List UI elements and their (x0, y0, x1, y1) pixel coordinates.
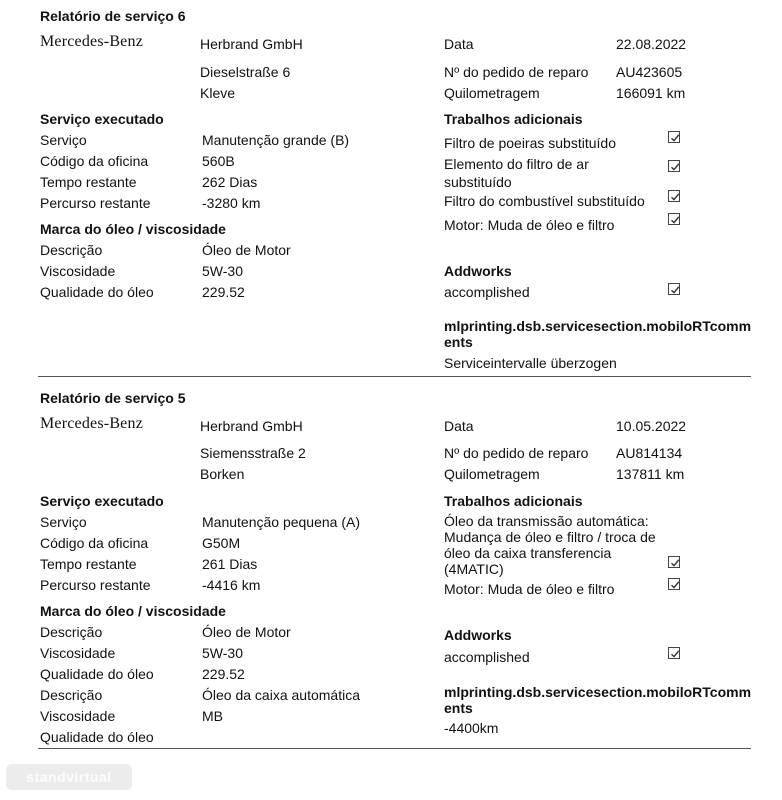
distance-remaining-label: Percurso restante (40, 195, 151, 211)
addworks-checkbox (668, 283, 680, 295)
check-icon (669, 161, 681, 173)
brand-logo-text: Mercedes-Benz (40, 415, 143, 432)
oil-description-value: Óleo da caixa automática (202, 687, 360, 703)
oil-viscosity-label: Viscosidade (40, 708, 116, 724)
addworks-status: accomplished (444, 284, 530, 300)
section-divider (38, 748, 751, 749)
time-remaining-label: Tempo restante (40, 174, 137, 190)
check-icon (669, 648, 681, 660)
oil-description-label: Descrição (40, 242, 103, 258)
repair-order-value: AU814134 (616, 445, 683, 461)
additional-item-checkbox (668, 131, 680, 143)
addworks-heading: Addworks (444, 263, 512, 279)
addworks-heading: Addworks (444, 627, 512, 643)
watermark-logo: standvirtual (6, 764, 132, 790)
oil-viscosity-label: Viscosidade (40, 645, 116, 661)
check-icon (669, 191, 681, 203)
dealer-name: Herbrand GmbH (200, 418, 303, 434)
mileage-label: Quilometragem (444, 85, 540, 101)
comments-text: Serviceintervalle überzogen (444, 355, 617, 371)
additional-work-heading: Trabalhos adicionais (444, 493, 583, 509)
addworks-checkbox (668, 647, 680, 659)
oil-viscosity-value: MB (202, 708, 223, 724)
dealer-street: Dieselstraße 6 (200, 64, 291, 80)
date-label: Data (444, 418, 474, 434)
addworks-status: accomplished (444, 649, 530, 665)
additional-item-label: Filtro de poeiras substituído (444, 135, 616, 151)
repair-order-label: Nº do pedido de reparo (444, 445, 589, 461)
brand-logo-text: Mercedes-Benz (40, 33, 143, 50)
additional-item-label: Elemento do filtro de ar substituído (444, 156, 589, 190)
date-value: 10.05.2022 (616, 418, 687, 434)
service-value: Manutenção pequena (A) (202, 514, 360, 530)
dealer-city: Borken (200, 466, 245, 482)
dealer-city: Kleve (200, 85, 236, 101)
oil-quality-label: Qualidade do óleo (40, 284, 154, 300)
oil-description-value: Óleo de Motor (202, 242, 291, 258)
check-icon (669, 579, 681, 591)
additional-item-checkbox (668, 578, 680, 590)
report-title: Relatório de serviço 5 (40, 390, 186, 406)
oil-viscosity-value: 5W-30 (202, 645, 243, 661)
oil-heading: Marca do óleo / viscosidade (40, 603, 226, 619)
additional-work-heading: Trabalhos adicionais (444, 111, 583, 127)
check-icon (669, 557, 681, 569)
mileage-value: 137811 km (616, 466, 685, 482)
time-remaining-label: Tempo restante (40, 556, 137, 572)
date-label: Data (444, 36, 474, 52)
distance-remaining-value: -3280 km (202, 195, 261, 211)
oil-viscosity-label: Viscosidade (40, 263, 116, 279)
oil-quality-value: 229.52 (202, 284, 245, 300)
workshop-code-value: G50M (202, 535, 241, 551)
additional-item-label: Óleo da transmissão automática: Mudança de óleo e filtro / troca de óleo da caixa transferencia (4MATIC) (444, 513, 656, 577)
section-divider (38, 376, 751, 377)
mileage-label: Quilometragem (444, 466, 540, 482)
additional-item-checkbox (668, 556, 680, 568)
distance-remaining-value: -4416 km (202, 577, 261, 593)
dealer-street: Siemensstraße 2 (200, 445, 306, 461)
additional-item-label: Motor: Muda de óleo e filtro (444, 217, 615, 233)
mileage-value: 166091 km (616, 85, 686, 101)
report-title: Relatório de serviço 6 (40, 8, 186, 24)
service-value: Manutenção grande (B) (202, 132, 350, 148)
date-value: 22.08.2022 (616, 36, 687, 52)
additional-item-checkbox (668, 160, 680, 172)
check-icon (669, 284, 681, 296)
oil-description-label: Descrição (40, 687, 103, 703)
repair-order-value: AU423605 (616, 64, 683, 80)
oil-heading: Marca do óleo / viscosidade (40, 221, 226, 237)
service-heading: Serviço executado (40, 493, 164, 509)
dealer-name: Herbrand GmbH (200, 36, 303, 52)
oil-description-label: Descrição (40, 624, 103, 640)
workshop-code-value: 560B (202, 153, 235, 169)
comments-heading: mlprinting.dsb.servicesection.mobiloRTcomments (444, 318, 752, 350)
time-remaining-value: 261 Dias (202, 556, 258, 572)
check-icon (669, 214, 681, 226)
additional-item-checkbox (668, 190, 680, 202)
service-label: Serviço (40, 514, 87, 530)
oil-quality-label: Qualidade do óleo (40, 666, 154, 682)
oil-description-value: Óleo de Motor (202, 624, 291, 640)
service-label: Serviço (40, 132, 87, 148)
comments-heading: mlprinting.dsb.servicesection.mobiloRTcomments (444, 684, 752, 716)
repair-order-label: Nº do pedido de reparo (444, 64, 589, 80)
additional-item-checkbox (668, 213, 680, 225)
check-icon (669, 132, 681, 144)
additional-item-label: Motor: Muda de óleo e filtro (444, 581, 615, 597)
service-heading: Serviço executado (40, 111, 164, 127)
distance-remaining-label: Percurso restante (40, 577, 151, 593)
workshop-code-label: Código da oficina (40, 535, 149, 551)
workshop-code-label: Código da oficina (40, 153, 149, 169)
oil-viscosity-value: 5W-30 (202, 263, 243, 279)
time-remaining-value: 262 Dias (202, 174, 258, 190)
oil-quality-label: Qualidade do óleo (40, 729, 154, 745)
additional-item-label: Filtro do combustível substituído (444, 193, 645, 209)
comments-text: -4400km (444, 720, 499, 736)
oil-quality-value: 229.52 (202, 666, 245, 682)
